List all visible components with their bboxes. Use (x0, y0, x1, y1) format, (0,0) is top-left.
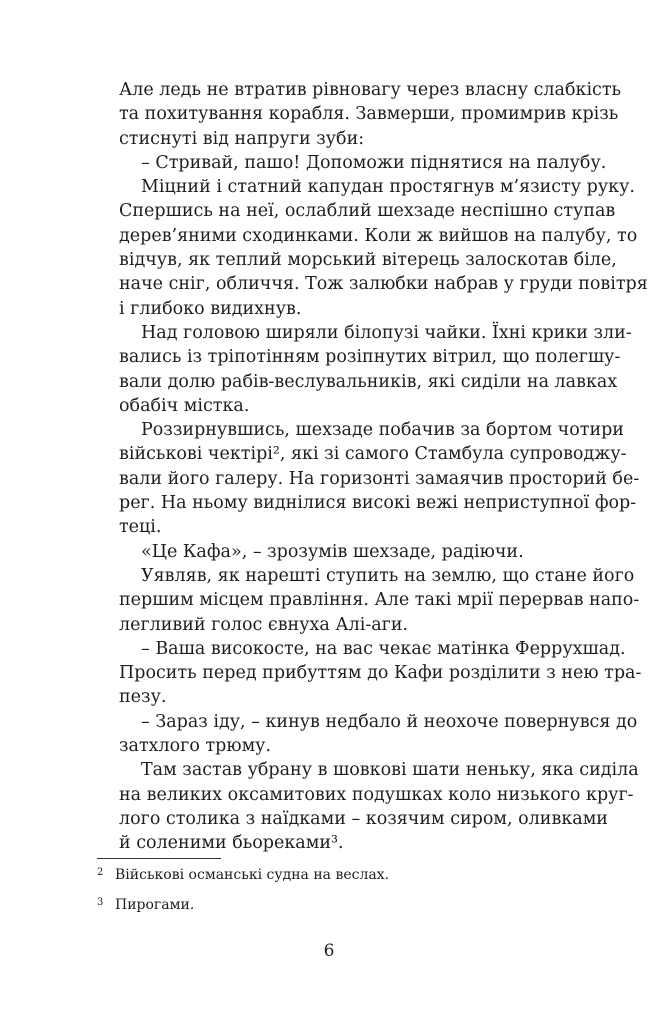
paragraph (97, 637, 642, 710)
text-line: на великих оксамитових подушках коло низького круг- (119, 784, 634, 805)
text-line: «Це Кафа», – зрозумів шехзаде, радіючи. (141, 541, 524, 562)
footnote-divider (97, 858, 221, 859)
text-line: вали його галеру. На горизонті замаячив просторий бе- (119, 468, 640, 489)
text-line: Там застав убрану в шовкові шати неньку, яка сиділа (141, 760, 639, 781)
footnote-number: 2 (97, 867, 104, 878)
text-line: стиснуті від напруги зуби: (119, 128, 365, 149)
paragraph (97, 540, 590, 564)
text-line: першим місцем правління. Але такі мрії перервав напо- (119, 590, 640, 611)
text-line: Просить перед прибуттям до Кафи розділити з нею тра- (119, 663, 642, 684)
text-line: легливий голос євнуха Алі-аги. (119, 614, 409, 635)
paragraph (97, 418, 640, 539)
text-line: Уявляв, як нарешті ступить на землю, що стане його (141, 565, 635, 586)
paragraph (97, 564, 640, 637)
text-line: – Зараз іду, – кинув недбало й неохоче повернувся до (141, 711, 638, 732)
footnote-number: 3 (97, 897, 104, 908)
footnote-text: Військові османські судна на веслах. (115, 867, 390, 883)
page-number: 6 (323, 941, 335, 961)
paragraph (97, 175, 648, 321)
footnote-3 (97, 893, 590, 915)
paragraph (97, 710, 638, 759)
text-line: – Стривай, пашо! Допоможи піднятися на палубу. (141, 152, 607, 173)
footnote-text: Пирогами. (115, 897, 195, 913)
text-line: наче сніг, обличчя. Тож залюбки набрав у груди повітря (119, 274, 648, 295)
text-line: і глибоко видихнув. (119, 298, 302, 319)
text-line: й соленими бьореками³. (119, 833, 344, 854)
text-line: затхлого трюму. (119, 736, 272, 757)
text-line: теці. (119, 517, 162, 538)
text-line: вались із тріпотінням розіпнутих вітрил, що полегшу- (119, 347, 621, 368)
footnote-2 (97, 863, 590, 885)
text-line: Міцний і статний капудан простягнув м’язисту руку. (141, 177, 635, 198)
text-line: Над головою ширяли білопузі чайки. Їхні крики зли- (141, 322, 632, 343)
paragraph (97, 758, 639, 855)
text-line: рег. На ньому виднілися високі вежі неприступної фор- (119, 493, 637, 514)
text-line: Роззирнувшись, шехзаде побачив за бортом чотири (141, 420, 624, 441)
paragraph (97, 78, 622, 151)
text-line: лого столика з наїдками – козячим сиром, оливками (119, 808, 608, 829)
text-line: військові чектірі², які зі самого Стамбула супроводжу- (119, 444, 627, 465)
text-line: відчув, як теплий морський вітерець залоскотав біле, (119, 250, 617, 271)
paragraph (97, 151, 607, 175)
text-line: дерев’яними сходинками. Коли ж вийшов на палубу, то (119, 225, 638, 246)
text-line: Спершись на неї, ослаблий шехзаде неспішно ступав (119, 201, 616, 222)
body-text (97, 78, 648, 856)
text-line: – Ваша високосте, на вас чекає матінка Феррухшад. (141, 638, 626, 659)
paragraph (97, 321, 632, 418)
footnotes (97, 863, 590, 923)
text-line: обабіч містка. (119, 395, 250, 416)
text-line: та похитування корабля. Завмерши, промимрив крізь (119, 104, 619, 125)
text-line: Але ледь не втратив рівновагу через власну слабкість (119, 80, 622, 100)
text-line: вали долю рабів-веслувальників, які сиділи на лавках (119, 371, 618, 392)
text-line: пезу. (119, 687, 167, 708)
